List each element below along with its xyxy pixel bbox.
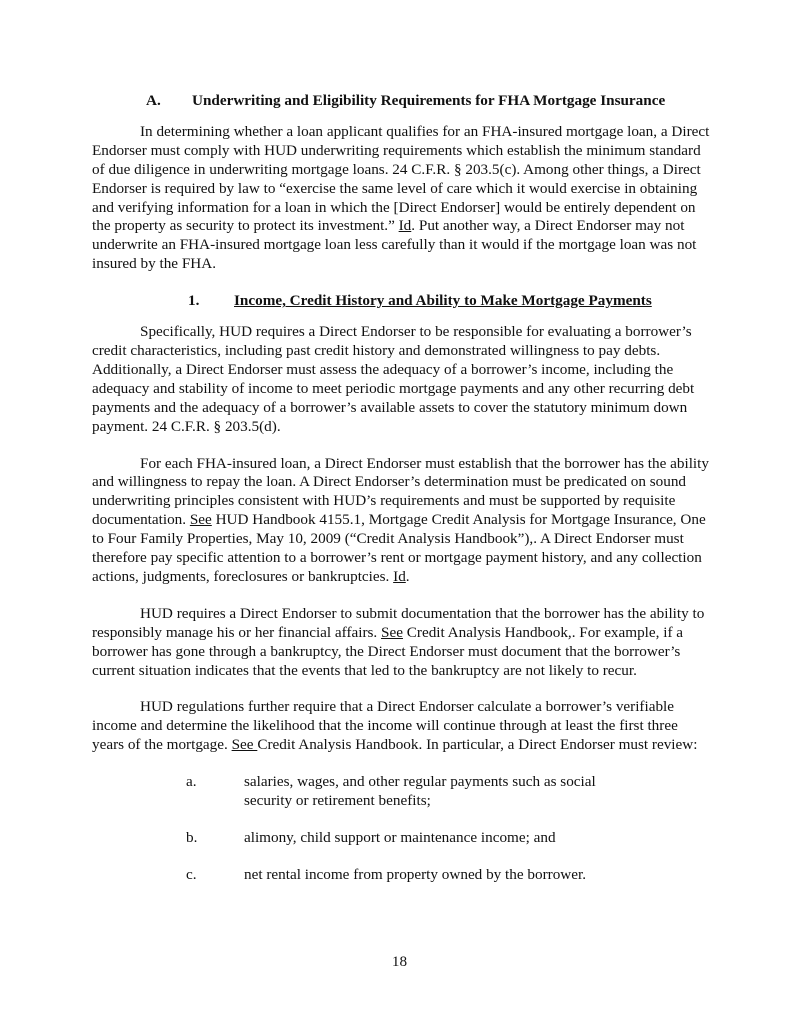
paragraph-financial-affairs: HUD requires a Direct Endorser to submit documentation that the borrower has the ability to responsibly manage his or her financial affairs. See Credit Analysis Handbook,. For example, if a borrower has gone through a bankruptcy, the Direct Endorser must document that the borrower’s current situation indicates that the events that led to the bankruptcy are not likely to recur. (92, 604, 705, 679)
see-citation: See (231, 736, 258, 754)
see-citation: See (189, 511, 212, 529)
paragraph-ability-to-repay: For each FHA-insured loan, a Direct Endorser must establish that the borrower has the ability and willingness to repay the loan. A Direct Endorser’s determination must be predicated on sound underwriting principles consistent with HUD’s requirements and must be supported by requisite documentation. See HUD Handbook 4155.1, Mortgage Credit Analysis for Mortgage Insurance, One to Four Family Properties, May 10, 2009 (“Credit Analysis Handbook”),. A Direct Endorser must therefore pay specific attention to a borrower’s rent or mortgage payment history, and any collection actions, judgments, foreclosures or bankruptcies. Id. (92, 454, 709, 585)
section-a-number: A. (146, 92, 161, 109)
list-item: c. net rental income from property owned by the borrower. (186, 865, 587, 883)
income-review-list (92, 773, 712, 885)
section-1-heading (92, 292, 712, 311)
list-item: a. salaries, wages, and other regular payments such as social security or retirement benefits; (186, 773, 596, 810)
paragraph-credit-characteristics: Specifically, HUD requires a Direct Endorser to be responsible for evaluating a borrower’s credit characteristics, including past credit history and demonstrated willingness to pay debts. Additionally, a Direct Endorser must assess the adequacy of a borrower’s income, including the adequacy and stability of income to meet periodic mortgage payments and any other recurring debt payments and the adequacy of a borrower’s available assets to cover the statutory minimum down payment. 24 C.F.R. § 203.5(d). (92, 323, 695, 435)
document-page (92, 92, 712, 903)
section-1-number: 1. (188, 292, 200, 310)
paragraph-verifiable-income: HUD regulations further require that a Direct Endorser calculate a borrower’s verifiable income and determine the likelihood that the income will continue through at least the first three years of the mortgage. See Credit Analysis Handbook. In particular, a Direct Endorser must review: (92, 698, 698, 754)
see-citation: See (381, 623, 403, 641)
section-a-title: Underwriting and Eligibility Requirements for FHA Mortgage Insurance (192, 92, 666, 109)
section-a-paragraph: In determining whether a loan applicant qualifies for an FHA-insured mortgage loan, a Direct Endorser must comply with HUD underwriting requirements which establish the minimum standard of due diligence in underwriting mortgage loans. 24 C.F.R. § 203.5(c). Among other things, a Direct Endorser is required by law to “exercise the same level of care which it would exercise in obtaining and verifying information for a loan in which the [Direct Endorser] would be entirely dependent on the property as security to protect its investment.” Id. Put another way, a Direct Endorser may not underwrite an FHA-insured mortgage loan less carefully than it would if the mortgage loan was not insured by the FHA. (92, 122, 710, 273)
section-1-title: Income, Credit History and Ability to Make Mortgage Payments (234, 292, 652, 310)
id-citation: Id (393, 567, 406, 585)
page-number: 18 (391, 953, 408, 970)
list-item: b. alimony, child support or maintenance income; and (186, 829, 556, 846)
section-a-heading (92, 92, 712, 111)
id-citation: Id (398, 217, 412, 235)
